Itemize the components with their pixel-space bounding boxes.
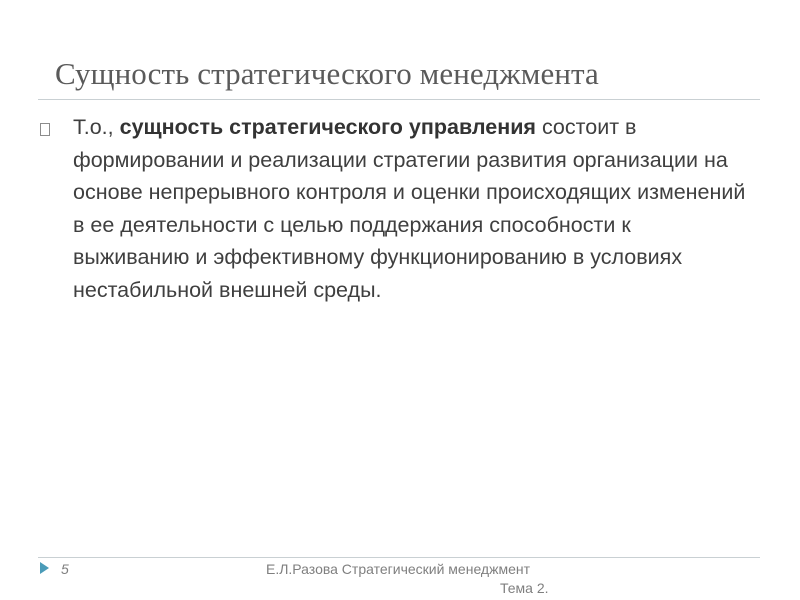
footer-author: Е.Л.Разова Стратегический менеджмент	[266, 561, 531, 577]
triangle-arrow-icon	[40, 562, 49, 574]
footer-divider	[38, 557, 760, 558]
bullet-emphasis: сущность стратегического управления	[119, 115, 536, 139]
title-divider	[38, 99, 760, 100]
footer-topic: Тема 2.	[500, 580, 549, 596]
slide-number: 5	[61, 561, 69, 577]
bullet-text	[73, 111, 753, 306]
bullet-rest: состоит в формировании и реализации стратегии развития организации на основе непрерывного контроля и оценки происходящих изменений в ее деятельности с целью поддержания способности к выживанию и эффективному функционированию в условиях нестабильной внешней среды.	[73, 115, 746, 302]
bullet-square-icon	[40, 123, 50, 136]
bullet-lead: Т.о.,	[73, 115, 120, 139]
slide-title: Сущность стратегического менеджмента	[55, 56, 599, 91]
